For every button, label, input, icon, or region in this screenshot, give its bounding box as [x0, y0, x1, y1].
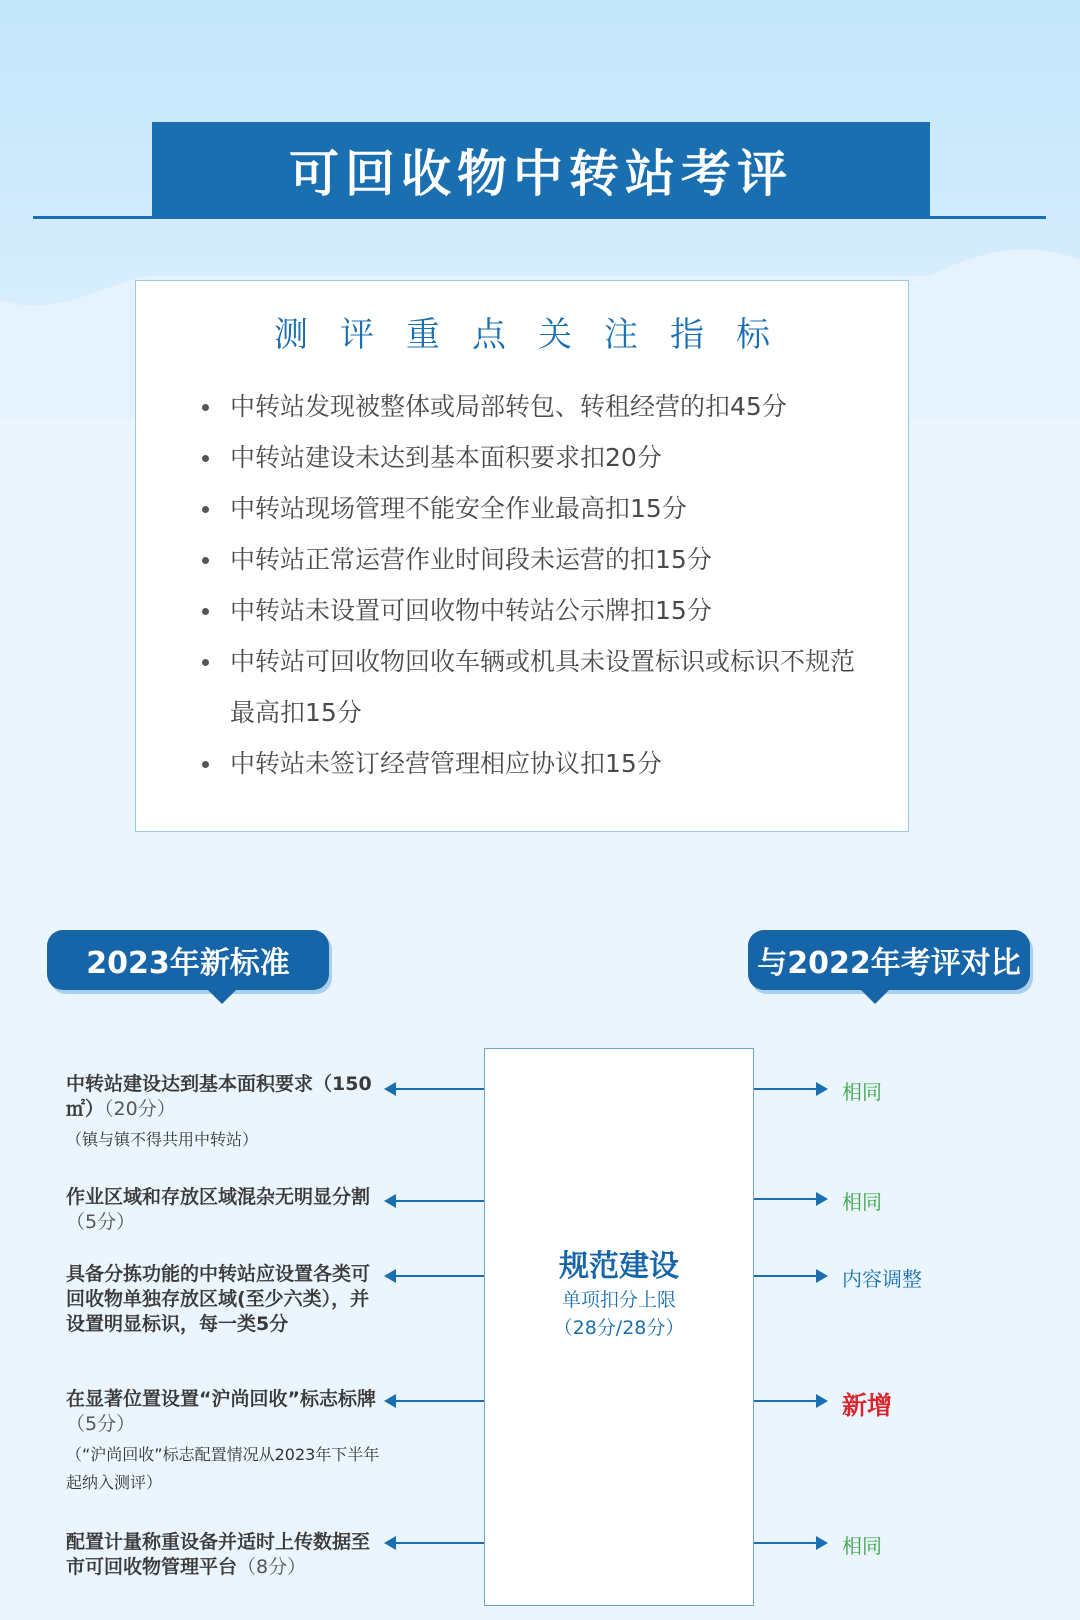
result-new: 新增 [842, 1391, 893, 1420]
list-item: 中转站未设置可回收物中转站公示牌扣15分 [202, 585, 862, 636]
center-title: 规范建设 [559, 1249, 679, 1284]
bullet-icon [202, 761, 209, 768]
bullet-icon [202, 404, 209, 411]
arrow-left-icon [386, 1200, 484, 1202]
panel-title: 测评重点关注指标 [274, 315, 802, 355]
standard-item: 具备分拣功能的中转站应设置各类可回收物单独存放区域(至少六类），并设置明显标识，每一类5分 [66, 1263, 371, 1335]
result-same: 相同 [842, 1190, 882, 1214]
tag-2022-comparison: 与2022年考评对比 [748, 930, 1030, 990]
pointer-icon [860, 989, 890, 1004]
arrow-left-icon [386, 1088, 484, 1090]
arrow-left-icon [386, 1400, 484, 1402]
center-subtitle: 单项扣分上限 [561, 1289, 676, 1311]
indicator-list [202, 381, 862, 789]
tag-2023-standard: 2023年新标准 [47, 930, 329, 990]
arrow-right-icon [754, 1275, 826, 1277]
list-item: 中转站正常运营作业时间段未运营的扣15分 [202, 534, 862, 585]
arrow-right-icon [754, 1542, 826, 1544]
bullet-icon [202, 557, 209, 564]
list-item: 中转站现场管理不能安全作业最高扣15分 [202, 483, 862, 534]
center-box [484, 1048, 754, 1606]
list-item: 中转站发现被整体或局部转包、转租经营的扣45分 [202, 381, 862, 432]
arrow-right-icon [754, 1088, 826, 1090]
arrow-right-icon [754, 1198, 826, 1200]
page-title: 可回收物中转站考评 [152, 122, 930, 218]
result-adjusted: 内容调整 [842, 1267, 922, 1291]
standard-item: 在显著位置设置“沪尚回收”标志标牌（5分） （“沪尚回收”标志配置情况从2023年下半年起纳入测评） [66, 1388, 380, 1492]
standard-item: 中转站建设达到基本面积要求（150㎡）（20分） （镇与镇不得共用中转站） [66, 1073, 372, 1149]
bullet-icon [202, 659, 209, 666]
arrow-left-icon [386, 1275, 484, 1277]
center-score: （28分/28分） [553, 1317, 685, 1339]
arrow-left-icon [386, 1542, 484, 1544]
result-same: 相同 [842, 1534, 882, 1558]
bullet-icon [202, 455, 209, 462]
indicator-panel [135, 280, 909, 832]
bullet-icon [202, 608, 209, 615]
standard-item: 作业区域和存放区域混杂无明显分割（5分） [66, 1186, 371, 1233]
pointer-icon [207, 989, 237, 1004]
bullet-icon [202, 506, 209, 513]
arrow-right-icon [754, 1400, 826, 1402]
list-item: 中转站建设未达到基本面积要求扣20分 [202, 432, 862, 483]
list-item: 中转站可回收物回收车辆或机具未设置标识或标识不规范最高扣15分 [202, 636, 862, 738]
standard-item: 配置计量称重设备并适时上传数据至市可回收物管理平台（8分） [66, 1531, 371, 1578]
list-item: 中转站未签订经营管理相应协议扣15分 [202, 738, 862, 789]
result-same: 相同 [842, 1080, 882, 1104]
